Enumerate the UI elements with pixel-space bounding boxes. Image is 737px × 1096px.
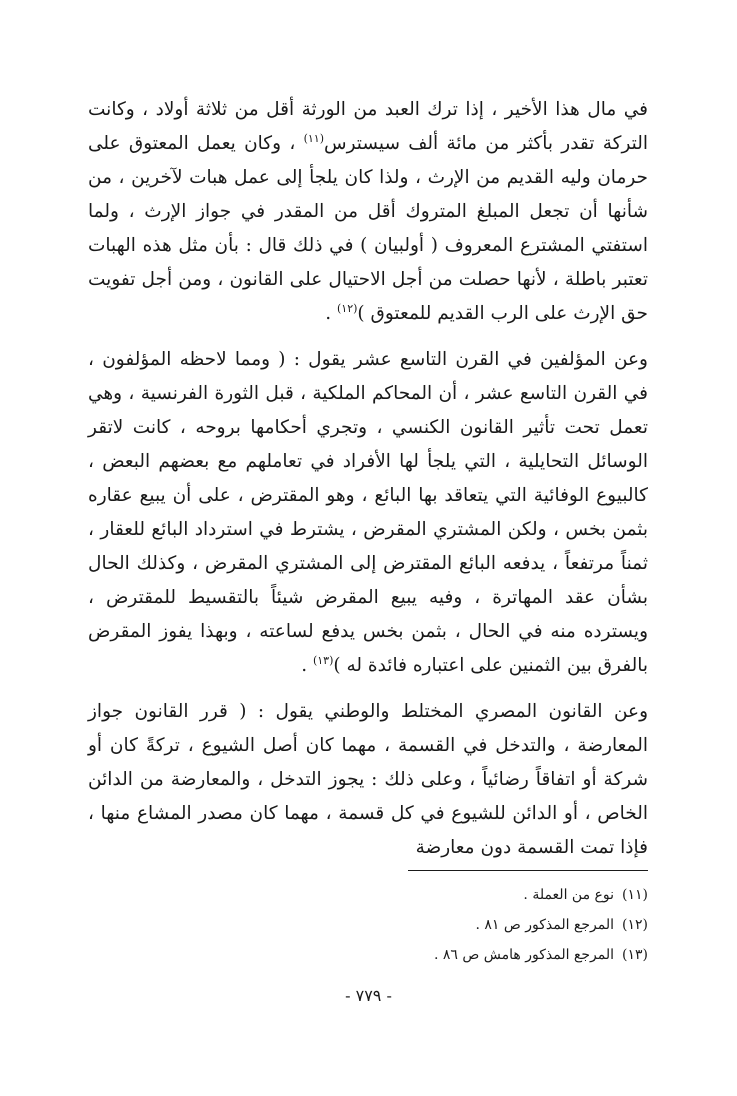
footnote-divider (408, 870, 648, 871)
footnote-number: (١١) (622, 887, 648, 903)
main-text (88, 93, 648, 865)
footnote-11 (88, 880, 648, 910)
paragraph-2 (88, 343, 648, 683)
footnote-number: (١٣) (622, 947, 648, 963)
paragraph-1 (88, 93, 648, 331)
paragraph-3 (88, 695, 648, 865)
footnote-ref-12: (١٢) (337, 301, 358, 315)
footnote-ref-11: (١١) (303, 131, 325, 145)
footnote-text: المرجع المذكور ص ٨١ . (475, 917, 615, 933)
paragraph-3-text: وعن القانون المصري المختلط والوطني يقول : ( قرر القانون جواز المعارضة ، والتدخل في القسمة ، مهما كان أصل الشيوع ، تركةً كان أو شركة أو اتفاقاً رضائياً ، وعلى ذلك : يجوز التدخل ، والمعارضة من الدائن الخاص ، أو الدائن للشيوع في كل قسمة ، مهما كان مصدر المشاع منها ، فإذا تمت القسمة دون معارضة (88, 701, 648, 858)
paragraph-1-text-cont: ، وكان يعمل المعتوق على حرمان وليه القديم من الإرث ، ولذا كان يلجأ إلى عمل هبات لآخرين ، من شأنها أن تجعل المبلغ المتروك أقل من المقدر في جواز الإرث ، ولما استفتي المشترع المعروف ( أولبيان ) في ذلك قال : بأن مثل هذه الهبات تعتبر باطلة ، لأنها حصلت من أجل الاحتيال على القانون ، ومن أجل تفويت حق الإرث على الرب القديم للمعتوق ) (88, 133, 648, 324)
paragraph-1-text: في مال هذا الأخير ، إذا ترك العبد من الورثة أقل من ثلاثة أولاد ، وكانت التركة تقدر بأكثر من مائة ألف سيسترس (88, 99, 649, 154)
footnotes (88, 880, 648, 970)
page-number: - ٧٧٩ - (345, 986, 392, 1005)
footnote-13 (88, 940, 648, 970)
footnote-text: المرجع المذكور هامش ص ٨٦ . (434, 947, 615, 963)
footnote-12 (88, 910, 648, 940)
paragraph-2-text: وعن المؤلفين في القرن التاسع عشر يقول : ( ومما لاحظه المؤلفون ، في القرن التاسع عشر ، أن المحاكم الملكية ، قبل الثورة الفرنسية ، وهي تعمل تحت تأثير القانون الكنسي ، وتجري أحكامها بروحه ، كانت لاتقر الوسائل التحايلية ، التي يلجأ لها الأفراد في تعاملهم مع بعضهم البعض ، كالبيوع الوفائية التي يتعاقد بها البائع ، وهو المقترض ، على أن يبيع عقاره بثمن بخس ، ولكن المشتري المقرض ، يشترط في استرداد البائع للعقار ، ثمناً مرتفعاً ، يدفعه البائع المقترض إلى المشتري المقرض ، وكذلك الحال بشأن عقد المهاترة ، وفيه يبيع المقرض شيئاً بالتقسيط للمقترض ، ويسترده منه في الحال ، بثمن بخس يدفع لساعته ، وبهذا يفوز المقرض بالفرق بين الثمنين على اعتباره فائدة له ) (88, 349, 648, 676)
paragraph-1-end: . (325, 303, 337, 324)
footnote-number: (١٢) (622, 917, 648, 933)
footnote-ref-13: (١٣) (312, 653, 334, 667)
paragraph-2-end: . (301, 655, 313, 676)
footnote-text: نوع من العملة . (523, 887, 615, 903)
